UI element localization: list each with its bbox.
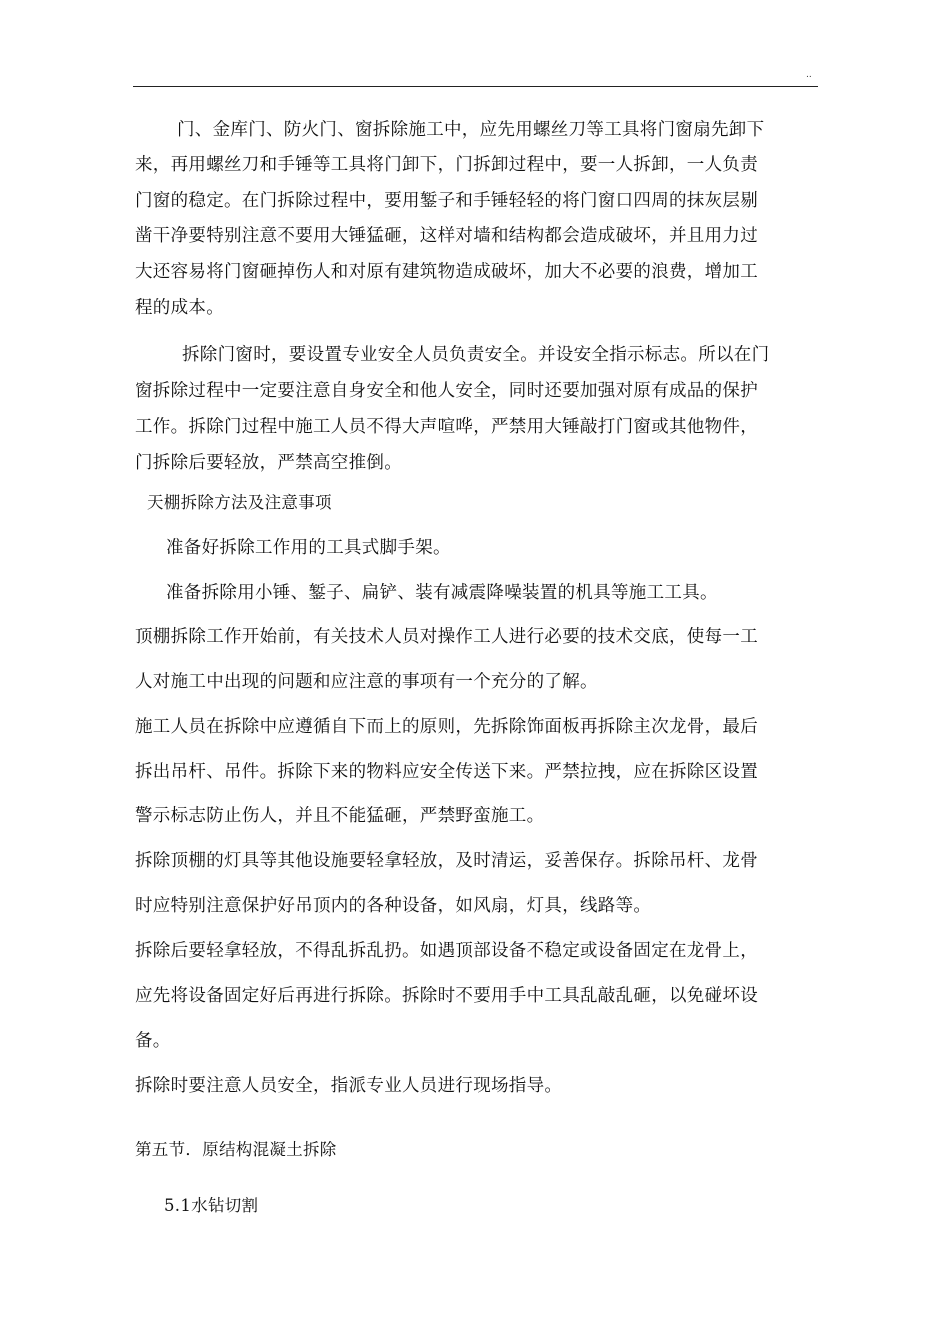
text-line: 准备拆除用小锤、錾子、扁铲、装有减震降噪装置的机具等施工工具。 [166,583,718,603]
text-line: 门窗的稳定。在门拆除过程中，要用錾子和手锤轻轻的将门窗口四周的抹灰层剔 [135,191,758,211]
header-mark: .. [806,70,812,80]
section-heading: 天棚拆除方法及注意事项 [147,493,332,512]
text-line: 拆出吊杆、吊件。拆除下来的物料应安全传送下来。严禁拉拽，应在拆除区设置 [135,762,758,782]
chapter-heading: 第五节．原结构混凝土拆除 [135,1140,337,1159]
text-line: 拆除门窗时，要设置专业安全人员负责安全。并设安全指示标志。所以在门 [182,345,770,365]
text-line: 拆除顶棚的灯具等其他设施要轻拿轻放，及时清运，妥善保存。拆除吊杆、龙骨 [135,851,758,871]
text-line: 来，再用螺丝刀和手锤等工具将门卸下，门拆卸过程中，要一人拆卸，一人负责 [135,155,758,175]
text-line: 程的成本。 [135,298,224,318]
text-line: 准备好拆除工作用的工具式脚手架。 [166,538,451,558]
text-line: 窗拆除过程中一定要注意自身安全和他人安全，同时还要加强对原有成品的保护 [135,381,758,401]
text-line: 备。 [135,1031,171,1051]
text-line: 警示标志防止伤人，并且不能猛砸，严禁野蛮施工。 [135,806,545,826]
text-line: 施工人员在拆除中应遵循自下而上的原则，先拆除饰面板再拆除主次龙骨，最后 [135,717,758,737]
text-line: 时应特别注意保护好吊顶内的各种设备，如风扇，灯具，线路等。 [135,896,652,916]
text-line: 门、金库门、防火门、窗拆除施工中，应先用螺丝刀等工具将门窗扇先卸下 [177,120,765,140]
text-line: 应先将设备固定好后再进行拆除。拆除时不要用手中工具乱敲乱砸，以免碰坏设 [135,986,758,1006]
text-line: 工作。拆除门过程中施工人员不得大声喧哗，严禁用大锤敲打门窗或其他物件， [135,417,758,437]
text-line: 人对施工中出现的问题和应注意的事项有一个充分的了解。 [135,672,598,692]
text-line: 大还容易将门窗砸掉伤人和对原有建筑物造成破坏，加大不必要的浪费，增加工 [135,262,758,282]
text-line: 凿干净要特别注意不要用大锤猛砸，这样对墙和结构都会造成破坏，并且用力过 [135,226,758,246]
text-line: 拆除后要轻拿轻放，不得乱拆乱扔。如遇顶部设备不稳定或设备固定在龙骨上， [135,941,758,961]
subsection-heading: 5.1水钻切割 [164,1196,259,1215]
header-rule [133,86,818,87]
text-line: 拆除时要注意人员安全，指派专业人员进行现场指导。 [135,1076,563,1096]
text-line: 顶棚拆除工作开始前，有关技术人员对操作工人进行必要的技术交底，使每一工 [135,627,758,647]
text-line: 门拆除后要轻放，严禁高空推倒。 [135,453,402,473]
